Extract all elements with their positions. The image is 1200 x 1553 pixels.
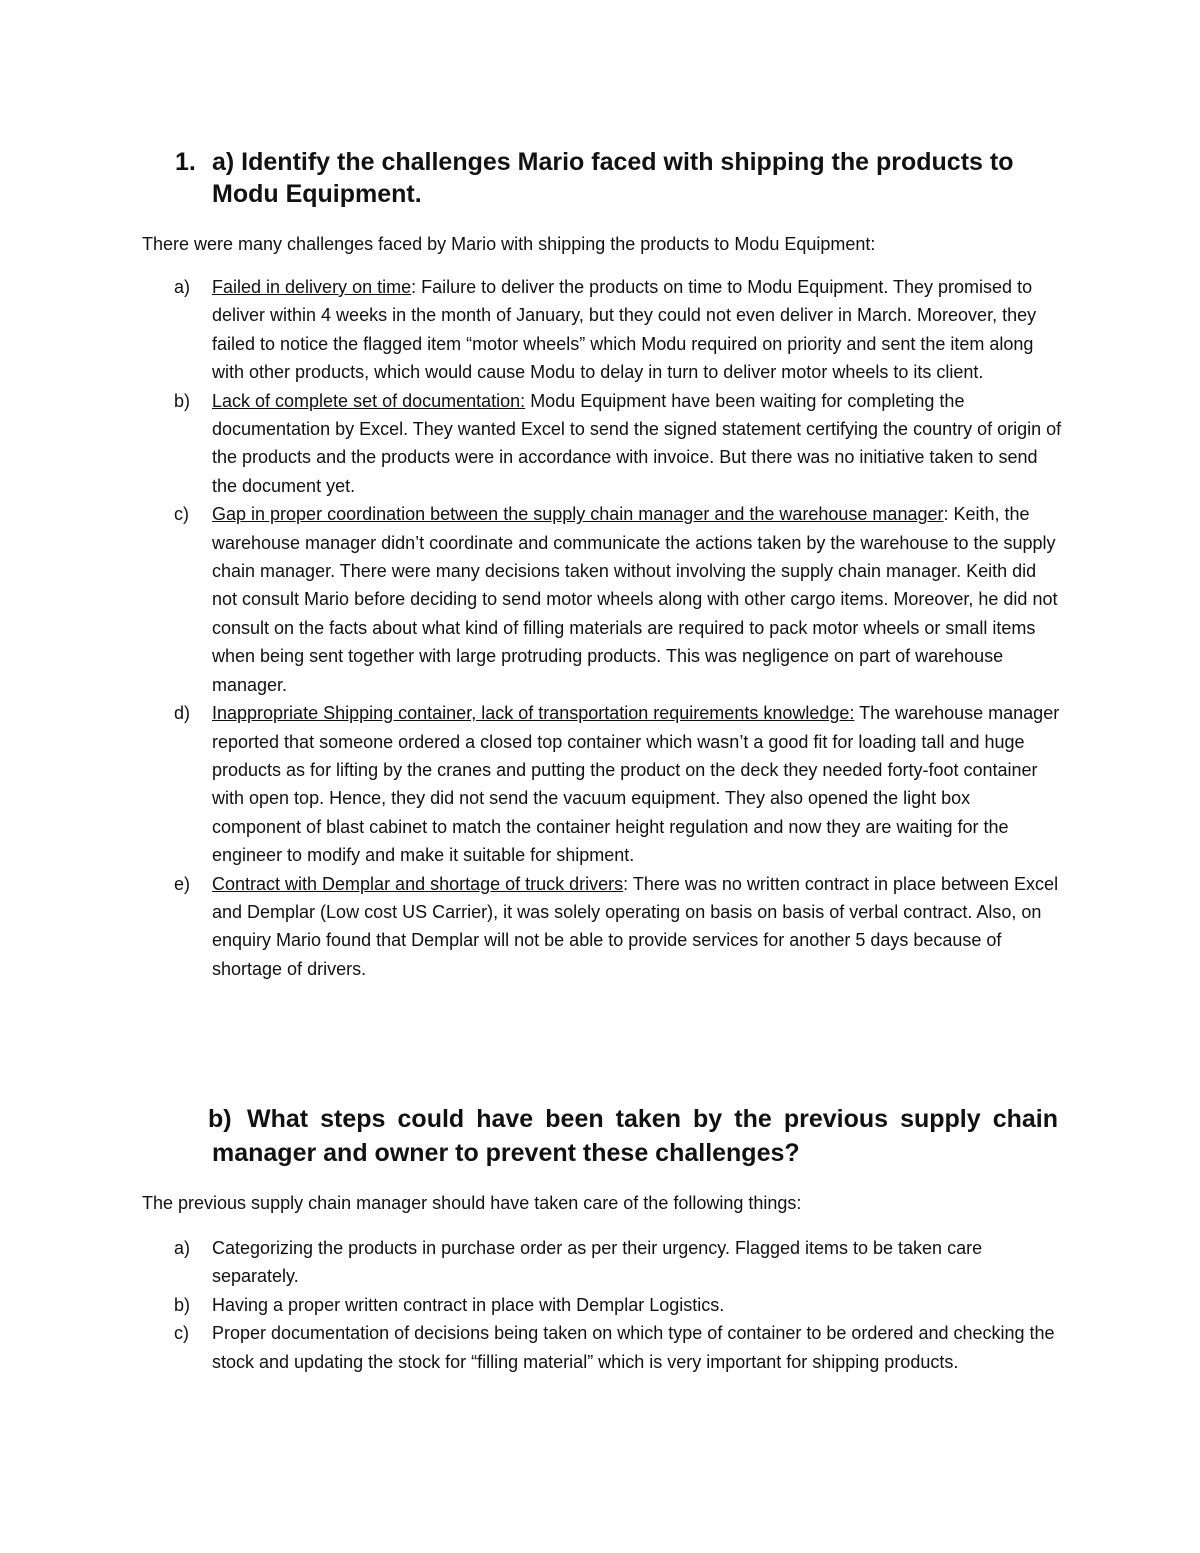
list-item-term: Gap in proper coordination between the supply chain manager and the warehouse manager xyxy=(212,504,944,525)
challenges-list xyxy=(142,273,1062,983)
list-item-marker: c) xyxy=(174,1323,189,1344)
list-item-marker: b) xyxy=(174,390,191,411)
list-item-marker: b) xyxy=(174,1294,191,1315)
list-item xyxy=(142,273,1062,387)
list-item xyxy=(142,870,1062,984)
list-item xyxy=(142,1234,1062,1291)
list-item xyxy=(142,699,1062,869)
list-item-term: Inappropriate Shipping container, lack of transportation requirements knowledge: xyxy=(212,703,855,724)
question-2-intro: The previous supply chain manager should have taken care of the following things: xyxy=(142,1193,802,1213)
list-item-marker: e) xyxy=(174,873,191,894)
list-item xyxy=(142,1291,1062,1319)
question-2-heading-text: What steps could have been taken by the previous supply chain manager and owner to prevent these challenges? xyxy=(212,1105,1058,1167)
list-item-marker: a) xyxy=(174,1238,191,1258)
question-1-heading-text: a) Identify the challenges Mario faced with shipping the products to Modu Equipment. xyxy=(212,148,1014,208)
list-item-text: : Keith, the warehouse manager didn’t coordinate and communicate the actions taken by the warehouse to the supply chain manager. There were many decisions taken without involving the supply chain manager. Keith did not consult Mario before deciding to send motor wheels along with other cargo items. Moreover, he did not consult on the facts about what kind of filling materials are required to pack motor wheels or small items when being sent together with large protruding products. This was negligence on part of warehouse manager. xyxy=(212,504,1058,695)
list-item-term: Lack of complete set of documentation: xyxy=(212,390,526,411)
list-item-text: Modu Equipment have been waiting for completing the documentation by Excel. They wanted Excel to send the signed statement certifying the country of origin of the products and the products were in accordance with invoice. But there was no initiative taken to send the document yet. xyxy=(212,390,1062,496)
question-1-number: 1. xyxy=(175,148,196,176)
list-item-marker: c) xyxy=(174,504,189,525)
list-item-text: The warehouse manager reported that someone ordered a closed top container which wasn’t a good fit for loading tall and huge products as for lifting by the cranes and putting the product on the deck they needed forty-foot container with open top. Hence, they did not send the vacuum equipment. They also opened the light box component of blast cabinet to match the container height regulation and now they are waiting for the engineer to modify and make it suitable for shipment. xyxy=(212,703,1060,866)
list-item-text: : Failure to deliver the products on time to Modu Equipment. They promised to deliver within 4 weeks in the month of January, but they could not even deliver in March. Moreover, they failed to notice the flagged item “motor wheels” which Modu required on priority and sent the item along with other products, which would cause Modu to delay in turn to deliver motor wheels to its client. xyxy=(212,277,1037,383)
question-2-marker: b) xyxy=(208,1105,232,1133)
list-item xyxy=(142,500,1062,699)
steps-list xyxy=(142,1234,1062,1376)
question-1-heading xyxy=(150,146,1070,210)
list-item-text: Categorizing the products in purchase order as per their urgency. Flagged items to be taken care separately. xyxy=(212,1238,983,1287)
list-item xyxy=(142,387,1062,501)
list-item-marker: d) xyxy=(174,703,191,724)
list-item-term: Contract with Demplar and shortage of truck drivers xyxy=(212,873,624,894)
list-item xyxy=(142,1319,1062,1376)
list-item-marker: a) xyxy=(174,277,191,297)
list-item-text: Proper documentation of decisions being taken on which type of container to be ordered and checking the stock and updating the stock for “filling material” which is very important for shipping products. xyxy=(212,1323,1055,1372)
question-2-heading xyxy=(208,1102,1058,1170)
list-item-text: Having a proper written contract in place with Demplar Logistics. xyxy=(212,1294,725,1315)
question-1-intro: There were many challenges faced by Mario with shipping the products to Modu Equipment: xyxy=(142,234,876,254)
list-item-term: Failed in delivery on time xyxy=(212,277,412,297)
list-item-text: : There was no written contract in place between Excel and Demplar (Low cost US Carrier), it was solely operating on basis on basis of verbal contract. Also, on enquiry Mario found that Demplar will not be able to provide services for another 5 days because of shortage of drivers. xyxy=(212,873,1059,979)
